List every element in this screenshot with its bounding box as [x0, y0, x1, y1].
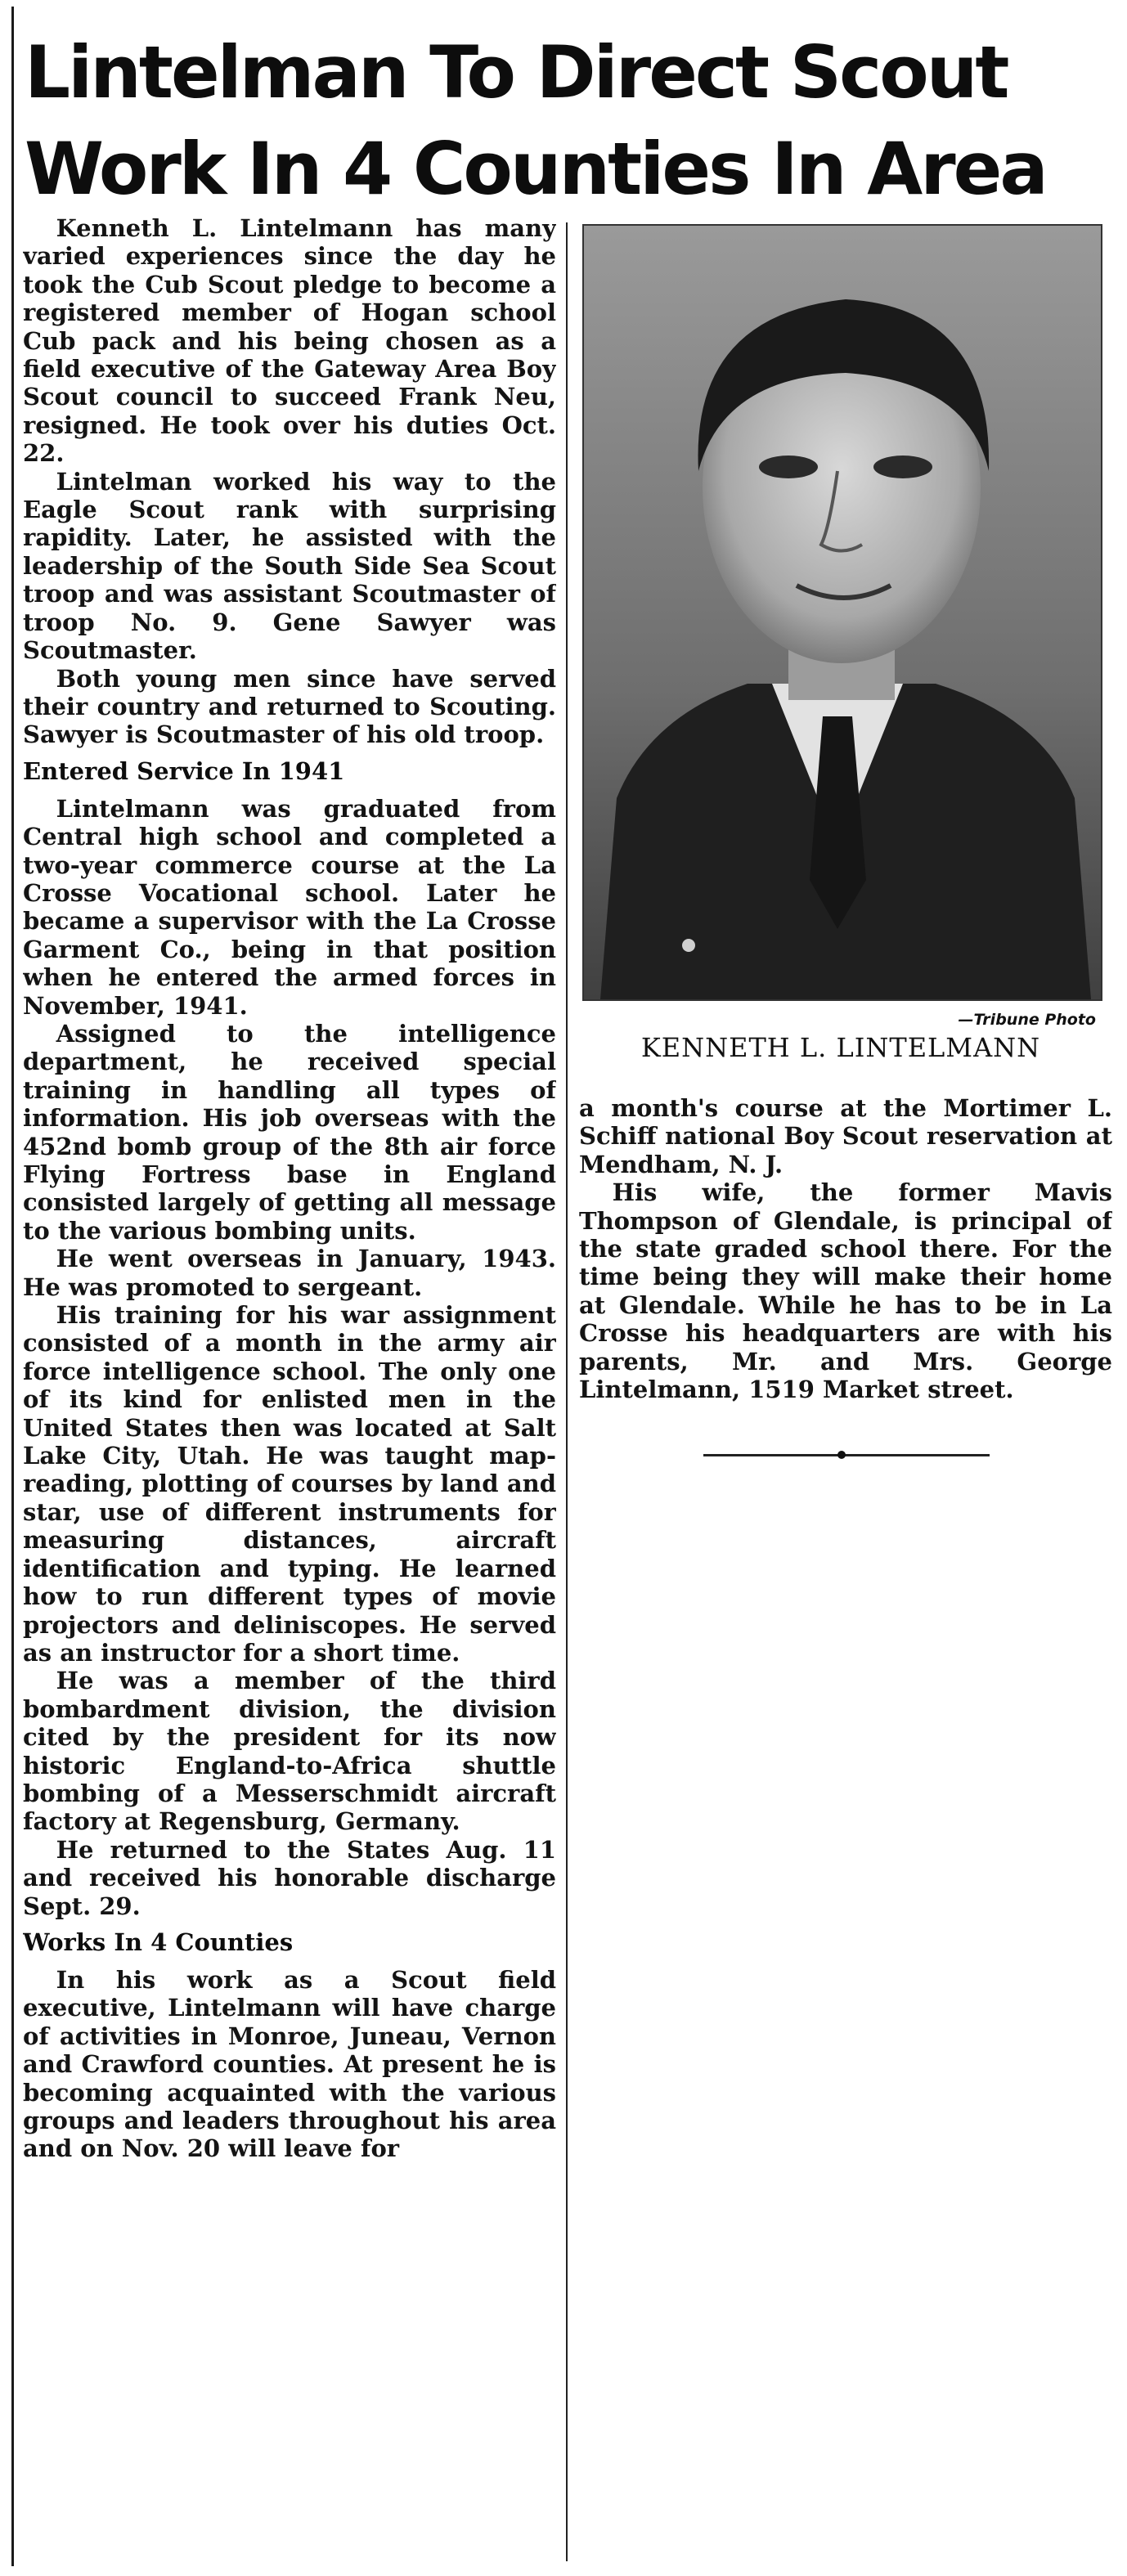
headline-line-2: Work In 4 Counties In Area	[25, 127, 1046, 211]
paragraph: In his work as a Scout field executive, Lintelmann will have charge of activities in Monroe, Juneau, Vernon and Crawford counties. At present he is becoming acquainted with the various groups and leaders throughout his area and on Nov. 20 will leave for	[23, 1965, 556, 2163]
photo-caption: KENNETH L. LINTELMANN	[640, 1032, 1041, 1063]
end-of-article-rule	[703, 1454, 990, 1456]
rule-ornament	[837, 1451, 846, 1459]
paragraph: He returned to the States Aug. 11 and received his honorable discharge Sept. 29.	[23, 1835, 556, 1920]
paragraph: His training for his war assignment consisted of a month in the army air force intelligence school. The only one of its kind for enlisted men in the United States then was located at Salt Lake City, Utah. He was taught map-reading, plotting of courses by land and star, use of different instruments for measuring distances, aircraft identification and typing. He learned how to run different types of movie projectors and deliniscopes. He served as an instructor for a short time.	[23, 1301, 556, 1667]
paragraph: Both young men since have served their country and returned to Scouting. Sawyer is Scoutmaster of his old troop.	[23, 664, 556, 749]
column-divider	[566, 222, 568, 2561]
paragraph: Lintelmann was graduated from Central high school and completed a two-year commerce course at the La Crosse Vocational school. Later he became a supervisor with the La Crosse Garment Co., being in that position when he entered the armed forces in November, 1941.	[23, 794, 556, 1020]
portrait-illustration	[584, 226, 1101, 999]
headline-line-1: Lintelman To Direct Scout	[25, 30, 1008, 114]
paragraph: His wife, the former Mavis Thompson of Glendale, is principal of the state graded school there. For the time being they will make their home at Glendale. While he has to be in La Crosse his headquarters are with his parents, Mr. and Mrs. George Lintelmann, 1519 Market street.	[579, 1178, 1112, 1404]
paragraph: Lintelman worked his way to the Eagle Scout rank with surprising rapidity. Later, he assisted with the leadership of the South Side Sea Scout troop and was assistant Scoutmaster of troop No. 9. Gene Sawyer was Scoutmaster.	[23, 467, 556, 665]
subheading: Works In 4 Counties	[23, 1928, 294, 1956]
left-margin-rule	[11, 7, 14, 2566]
article-column-2	[579, 1094, 1112, 1470]
paragraph: a month's course at the Mortimer L. Schiff national Boy Scout reservation at Mendham, N. J.	[579, 1094, 1112, 1178]
paragraph: He was a member of the third bombardment division, the division cited by the president for its now historic England-to-Africa shuttle bombing of a Messerschmidt aircraft factory at Regensburg, Germany.	[23, 1667, 556, 1836]
headline	[25, 25, 1104, 218]
portrait-photo	[582, 224, 1102, 1001]
paragraph: Assigned to the intelligence department, he received special training in handling all types of information. His job overseas with the 452nd bomb group of the 8th air force Flying Fortress base in England consisted largely of getting all message to the various bombing units.	[23, 1019, 556, 1245]
article-column-1	[23, 214, 556, 2569]
photo-credit: —Tribune Photo	[958, 1011, 1096, 1029]
paragraph: He went overseas in January, 1943. He was promoted to sergeant.	[23, 1245, 556, 1301]
subheading: Entered Service In 1941	[23, 756, 345, 785]
paragraph: Kenneth L. Lintelmann has many varied experiences since the day he took the Cub Scout pledge to become a registered member of Hogan school Cub pack and his being chosen as a field executive of the Gateway Area Boy Scout council to succeed Frank Neu, resigned. He took over his duties Oct. 22.	[23, 214, 556, 468]
